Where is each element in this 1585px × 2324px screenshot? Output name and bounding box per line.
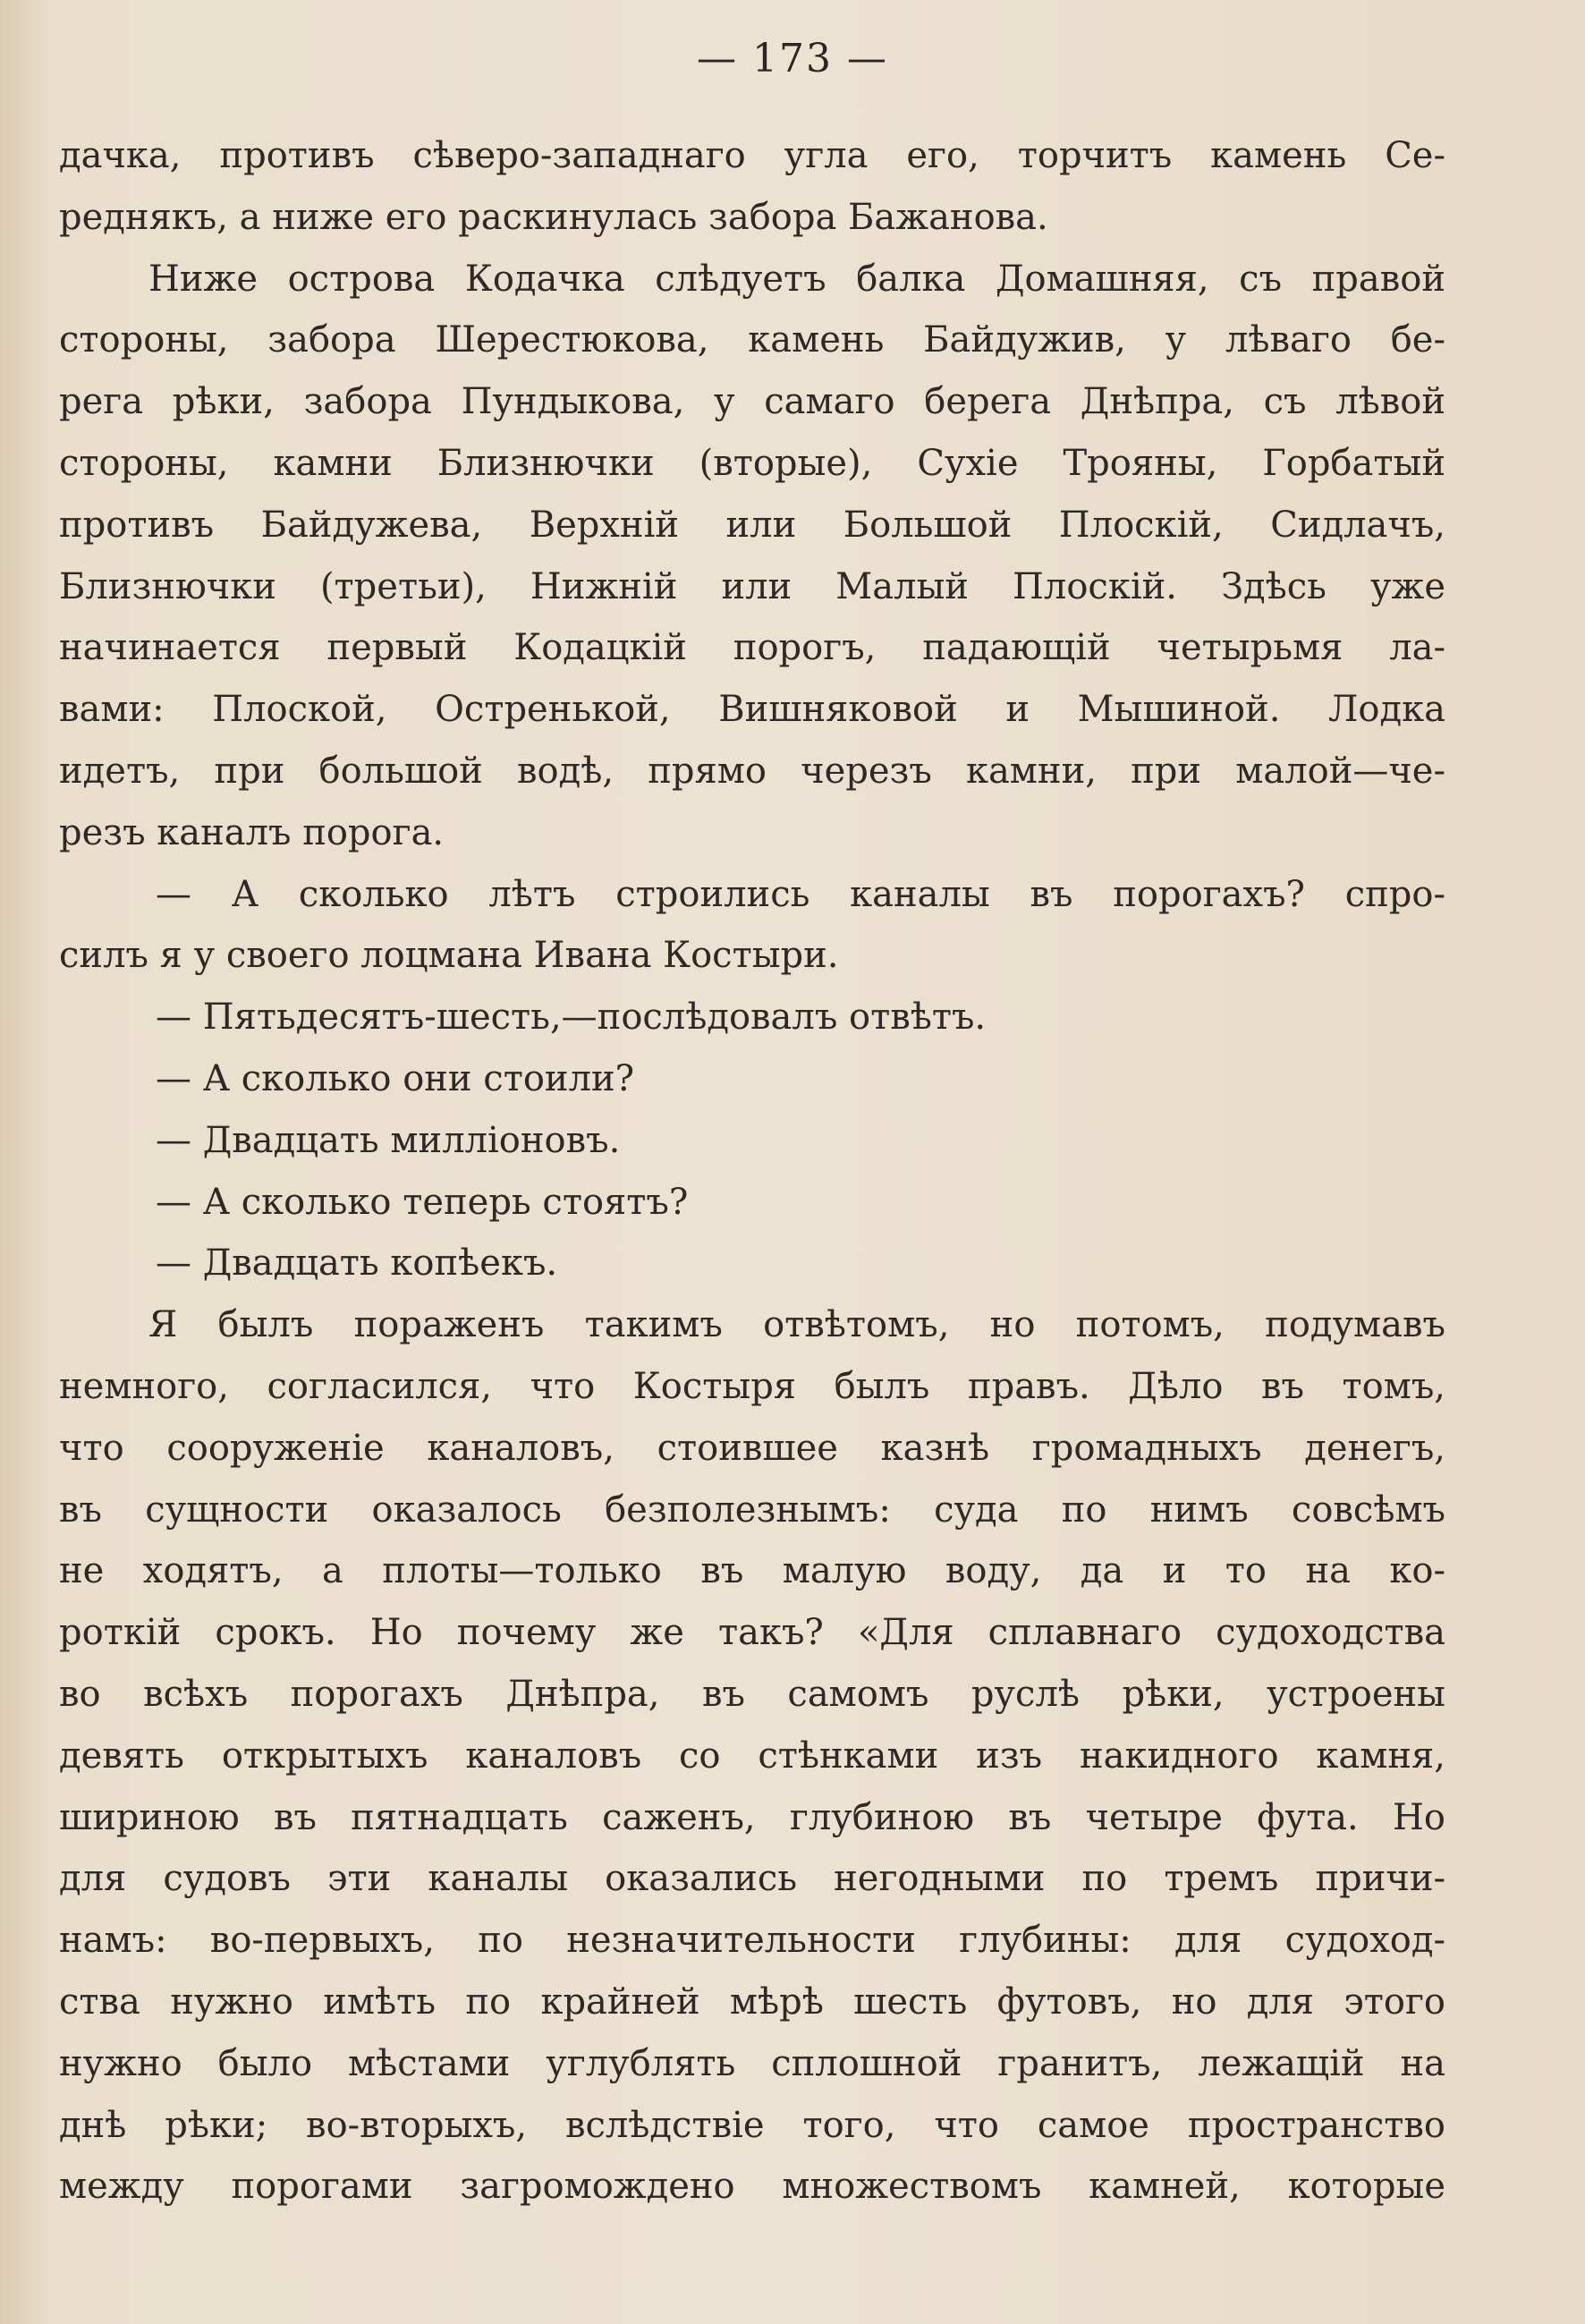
text-line: — А сколько они стоили? bbox=[156, 1057, 635, 1099]
text-line: начинается первый Кодацкій порогъ, падающій четырьмя ла- bbox=[59, 627, 1445, 669]
text-line: резъ каналъ порога. bbox=[59, 811, 445, 853]
text-line: реднякъ, а ниже его раскинулась забора Бажанова. bbox=[59, 196, 1048, 238]
text-line: что сооруженіе каналовъ, стоившее казнѣ громадныхъ денегъ, bbox=[59, 1427, 1445, 1469]
text-line: во всѣхъ порогахъ Днѣпра, въ самомъ руслѣ рѣки, устроены bbox=[59, 1673, 1445, 1715]
text-line: Я былъ пораженъ такимъ отвѣтомъ, но потомъ, подумавъ bbox=[148, 1304, 1445, 1346]
text-line: рега рѣки, забора Пундыкова, у самаго берега Днѣпра, съ лѣвой bbox=[59, 381, 1445, 423]
text-line: ства нужно имѣть по крайней мѣрѣ шесть футовъ, но для этого bbox=[59, 1980, 1445, 2023]
text-line: для судовъ эти каналы оказались негодными по тремъ причи- bbox=[59, 1858, 1445, 1900]
text-line: вами: Плоской, Остренькой, Вишняковой и Мышиной. Лодка bbox=[59, 689, 1445, 731]
text-line: нужно было мѣстами углублять сплошной гранитъ, лежащій на bbox=[59, 2042, 1445, 2084]
text-line: днѣ рѣки; во-вторыхъ, вслѣдствіе того, что самое пространство bbox=[59, 2104, 1445, 2146]
text-line: не ходятъ, а плоты—только въ малую воду, да и то на ко- bbox=[59, 1550, 1445, 1592]
text-line: противъ Байдужева, Верхній или Большой Плоскій, Сидлачъ, bbox=[59, 504, 1445, 546]
text-line: — Двадцать милліоновъ. bbox=[156, 1119, 621, 1161]
text-line: — А сколько теперь стоятъ? bbox=[156, 1181, 689, 1223]
body-text bbox=[59, 125, 1445, 2218]
text-line: — Двадцать копѣекъ. bbox=[156, 1243, 558, 1285]
text-line: роткій срокъ. Но почему же такъ? «Для сплавнаго судоходства bbox=[59, 1612, 1445, 1654]
text-line: немного, согласился, что Костыря былъ правъ. Дѣло въ томъ, bbox=[59, 1365, 1445, 1407]
text-line: Близнючки (третьи), Нижній или Малый Плоскій. Здѣсь уже bbox=[59, 565, 1445, 607]
text-line: идетъ, при большой водѣ, прямо черезъ камни, при малой—че- bbox=[59, 750, 1445, 792]
text-line: шириною въ пятнадцать саженъ, глубиною въ четыре фута. Но bbox=[59, 1796, 1445, 1838]
text-line: дачка, противъ сѣверо-западнаго угла его, торчитъ камень Се- bbox=[59, 135, 1445, 176]
text-line: намъ: во-первыхъ, по незначительности глубины: для судоход- bbox=[59, 1920, 1445, 1962]
text-line: — А сколько лѣтъ строились каналы въ порогахъ? спро- bbox=[156, 873, 1445, 915]
text-line: Ниже острова Кодачка слѣдуетъ балка Домашняя, съ правой bbox=[148, 258, 1445, 300]
text-line: въ сущности оказалось безполезнымъ: суда по нимъ совсѣмъ bbox=[59, 1489, 1445, 1531]
page-number: — 173 — bbox=[697, 36, 888, 81]
text-line: силъ я у своего лоцмана Ивана Костыри. bbox=[59, 935, 839, 977]
text-line: стороны, забора Шерестюкова, камень Байдужив, у лѣваго бе- bbox=[59, 319, 1445, 361]
text-line: — Пятьдесятъ-шесть,—послѣдовалъ отвѣтъ. bbox=[156, 997, 987, 1039]
text-line: девять открытыхъ каналовъ со стѣнками изъ накидного камня, bbox=[59, 1735, 1445, 1777]
text-line: между порогами загромождено множествомъ камней, которые bbox=[59, 2166, 1445, 2208]
text-line: стороны, камни Близнючки (вторые), Сухіе Трояны, Горбатый bbox=[59, 442, 1445, 484]
